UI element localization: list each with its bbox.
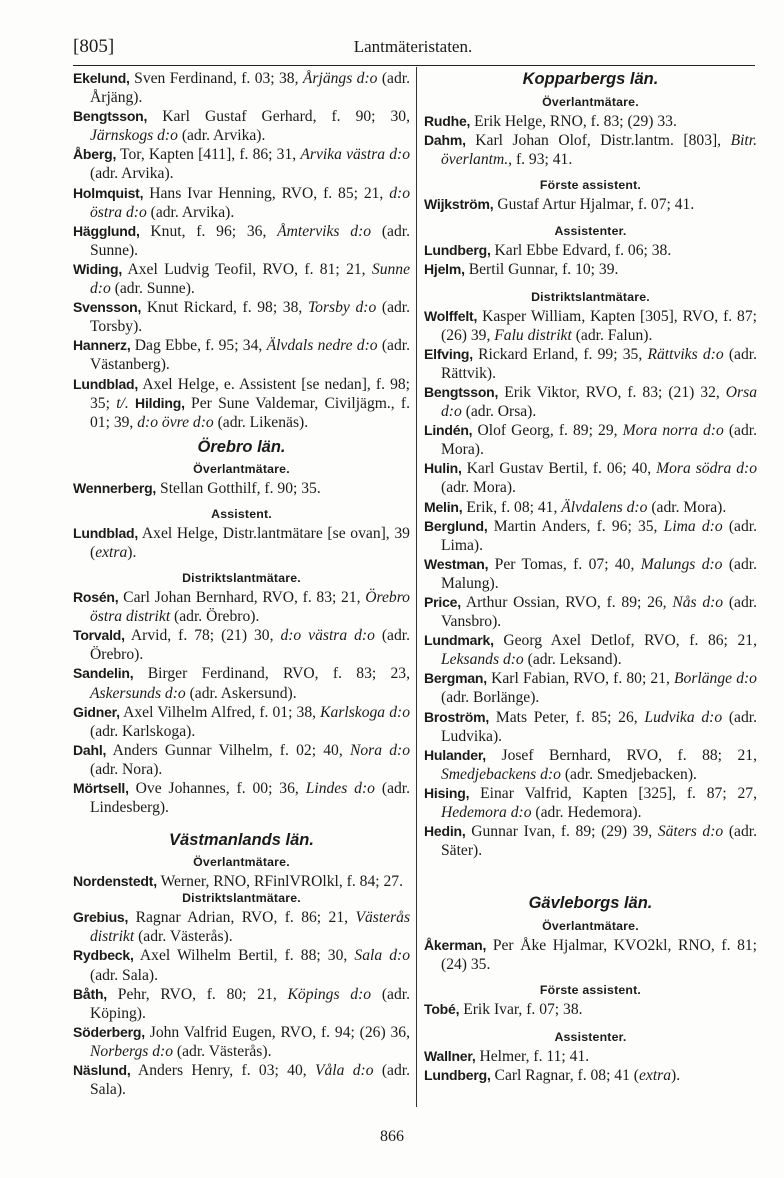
- surname: Torvald,: [73, 627, 125, 644]
- district-name: Lindes d:o: [305, 780, 375, 797]
- lan-heading-orebro: Örebro län.: [197, 437, 286, 456]
- kopparberg-forste-list: [424, 195, 757, 214]
- entry-details: Ragnar Adrian, RVO, f. 86; 21,: [135, 909, 356, 927]
- directory-entry: [424, 345, 757, 383]
- surname: Gidner,: [73, 703, 120, 720]
- entry-details: (adr. Ludvika).: [441, 708, 757, 745]
- category-forste-assistent: Förste assistent.: [539, 178, 642, 193]
- directory-entry: [424, 517, 757, 555]
- directory-entry: [424, 555, 757, 593]
- district-name: Smedjebackens d:o: [441, 765, 561, 783]
- surname: Tobé,: [424, 1001, 460, 1018]
- entry-details: (adr. Vansbro).: [441, 593, 757, 631]
- entry-details: Ove Johannes, f. 00; 36,: [135, 780, 306, 797]
- entry-details: (adr. Nora).: [90, 760, 163, 778]
- directory-entry: [73, 1061, 410, 1099]
- entry-details: (adr. Likenäs).: [213, 413, 309, 431]
- surname: Price,: [424, 593, 461, 610]
- district-name: d:o övre d:o: [137, 413, 214, 431]
- surname: Svensson,: [73, 299, 142, 316]
- directory-entry: [73, 479, 410, 498]
- directory-entry: [73, 1023, 410, 1061]
- gavleborg-forste-list: [424, 1000, 757, 1019]
- surname: Hulin,: [424, 460, 462, 477]
- district-name: Borlänge d:o: [674, 670, 757, 688]
- surname: Berglund,: [424, 517, 488, 534]
- surname: Lundberg,: [424, 242, 491, 259]
- surname: Åberg,: [73, 146, 117, 163]
- district-name: Norbergs d:o: [90, 1042, 174, 1060]
- surname: Åkerman,: [424, 937, 487, 954]
- category-overlantmatare: Överlantmätare.: [542, 919, 639, 934]
- surname: Hedin,: [424, 823, 466, 840]
- entry-details: Arvid, f. 78; (21) 30,: [130, 627, 281, 645]
- surname: Lindén,: [424, 422, 473, 439]
- entry-details: Hans Ivar Henning, RVO, f. 85; 21,: [149, 184, 390, 202]
- entry-details: Josef Bernhard, RVO, f. 88; 21,: [501, 746, 757, 764]
- entry-details: (adr. Köping).: [90, 985, 410, 1022]
- vastmanland-overlantmatare-list: [73, 872, 410, 891]
- entry-details: (adr. Säter).: [441, 823, 757, 860]
- entry-details: Martin Anders, f. 96; 35,: [493, 517, 664, 535]
- entry-details: Erik Ivar, f. 07; 38.: [463, 1001, 583, 1019]
- directory-entry: [424, 1047, 757, 1066]
- entry-details: (adr. Arvika).: [177, 127, 266, 145]
- surname: Grebius,: [73, 909, 129, 926]
- surname: Lundblad,: [73, 524, 139, 541]
- surname: Dahm,: [424, 132, 466, 149]
- directory-entry: [73, 664, 410, 702]
- entry-details: (adr. Torsby).: [90, 299, 411, 336]
- directory-entry: [73, 107, 410, 145]
- entry-details: (adr. Västerås).: [173, 1042, 272, 1060]
- directory-entry: [424, 669, 757, 707]
- entry-details: Stellan Gotthilf, f. 90; 35.: [160, 479, 321, 497]
- lan-heading-kopparberg: Kopparbergs län.: [522, 70, 659, 88]
- entry-details: Axel Helge, e. Assistent [se nedan], f. 98; 35;: [90, 375, 410, 412]
- directory-entry: [73, 222, 410, 260]
- entry-details: Kasper William, Kapten [305], RVO, f. 87; (26) 39,: [441, 307, 757, 344]
- varmland-entries: [73, 69, 410, 432]
- entry-details: Georg Axel Detlof, RVO, f. 86; 21,: [503, 632, 757, 650]
- surname: Wennerberg,: [73, 479, 157, 496]
- entry-details: Erik Helge, RNO, f. 83; (29) 33.: [474, 113, 677, 130]
- surname: Lundberg,: [424, 1066, 491, 1083]
- directory-entry: [424, 708, 757, 746]
- surname: Båth,: [73, 985, 108, 1002]
- entry-details: (adr. Borlänge).: [441, 689, 540, 707]
- page-reference: [805]: [73, 36, 115, 57]
- surname: Bergman,: [424, 670, 487, 687]
- directory-entry: [424, 1066, 757, 1085]
- entry-details: ).: [127, 543, 137, 561]
- surname: Widing,: [73, 260, 123, 277]
- district-name: Torsby d:o: [307, 299, 377, 317]
- entry-details: (adr. Falun).: [571, 326, 653, 344]
- entry-details: Karl Fabian, RVO, f. 80; 21,: [491, 670, 675, 688]
- district-name: Nås d:o: [672, 593, 724, 611]
- entry-details: (adr. Karlskoga).: [90, 722, 196, 740]
- page-header: [73, 34, 753, 64]
- surname: Bengtsson,: [73, 108, 148, 125]
- district-name: Falu distrikt: [494, 326, 572, 344]
- entry-details: (adr. Årjäng).: [90, 70, 410, 107]
- entry-details: Birger Ferdinand, RVO, f. 83; 23,: [147, 665, 410, 683]
- surname: Söderberg,: [73, 1023, 145, 1040]
- entry-details: Arthur Ossian, RVO, f. 89; 26,: [465, 593, 673, 611]
- surname: Bengtsson,: [424, 383, 499, 400]
- entry-details: (adr. Smedjebacken).: [560, 765, 697, 783]
- directory-entry: [424, 746, 757, 784]
- entry-details: Karl Johan Olof, Distr.lantm. [803],: [475, 132, 731, 150]
- entry-details: Knut, f. 96; 36,: [150, 222, 278, 240]
- surname: Westman,: [424, 555, 489, 572]
- directory-entry: [73, 298, 410, 336]
- entry-details: (adr. Sala).: [90, 966, 158, 984]
- category-assistent: Assistent.: [211, 506, 272, 521]
- category-distriktslantmatare: Distriktslantmätare.: [182, 571, 301, 586]
- district-name: Säters d:o: [657, 823, 724, 841]
- surname: Elfving,: [424, 345, 473, 362]
- entry-details: Erik, f. 08; 41,: [466, 498, 562, 516]
- directory-entry: [424, 112, 757, 131]
- entry-details: (adr. Orsa).: [461, 403, 537, 421]
- surname: Rydbeck,: [73, 947, 134, 964]
- left-column: [73, 69, 410, 1099]
- entry-details: , f. 93; 41.: [508, 151, 573, 169]
- entry-details: Dag Ebbe, f. 95; 34,: [134, 337, 267, 355]
- entry-details: Tor, Kapten [411], f. 86; 31,: [120, 146, 301, 164]
- district-name: Ludvika d:o: [644, 708, 723, 726]
- directory-entry: [424, 498, 757, 517]
- directory-entry: [73, 741, 410, 779]
- surname: Sandelin,: [73, 665, 134, 682]
- district-name: Älvdals nedre d:o: [266, 337, 378, 355]
- entry-details: Gunnar Ivan, f. 89; (29) 39,: [471, 823, 658, 841]
- header-rule: [73, 65, 755, 66]
- district-name: Rättviks d:o: [647, 345, 724, 363]
- directory-entry: [424, 307, 757, 345]
- gavleborg-assistenter-list: [424, 1047, 757, 1085]
- entry-details: Rickard Erland, f. 99; 35,: [478, 345, 648, 363]
- entry-details: Carl Johan Bernhard, RVO, f. 83; 21,: [123, 589, 366, 607]
- district-name: Mora södra d:o: [656, 460, 758, 478]
- entry-details: (adr. Sunne).: [110, 280, 195, 298]
- directory-entry: [73, 184, 410, 222]
- entry-details: (adr. Askersund).: [185, 684, 297, 702]
- lan-heading-gavleborg: Gävleborgs län.: [528, 894, 653, 913]
- surname: Hising,: [424, 784, 470, 801]
- surname: Nordenstedt,: [73, 873, 157, 890]
- entry-details: Axel Vilhelm Alfred, f. 01; 38,: [123, 703, 321, 721]
- surname: Wijkström,: [424, 196, 494, 213]
- entry-details: Erik Viktor, RVO, f. 83; (21) 32,: [504, 383, 726, 401]
- page-number: 866: [380, 1128, 404, 1145]
- entry-details: (adr. Arvika).: [146, 203, 235, 221]
- entry-details: (adr. Lima).: [441, 517, 757, 554]
- entry-details: Pehr, RVO, f. 80; 21,: [117, 985, 288, 1003]
- surname: Broström,: [424, 708, 490, 725]
- entry-details: (adr. Lindesberg).: [90, 780, 411, 817]
- gavleborg-overlantmatare-list: [424, 936, 757, 974]
- district-name: Älvdalens d:o: [561, 498, 648, 516]
- surname: Hulander,: [424, 746, 486, 763]
- directory-entry: [73, 145, 410, 183]
- orebro-overlantmatare-list: [73, 479, 410, 498]
- entry-details: John Valfrid Eugen, RVO, f. 94; (26) 36,: [149, 1023, 410, 1041]
- district-name: Örebro östra distrikt: [90, 589, 410, 626]
- district-name: Sala d:o: [354, 947, 410, 965]
- entry-details: Anders Gunnar Vilhelm, f. 02; 40,: [112, 741, 350, 759]
- district-name: Bitr. överlantm.: [441, 132, 757, 169]
- entry-details: (adr. Rättvik).: [441, 345, 757, 382]
- entry-details: (adr. Malung).: [441, 555, 757, 592]
- district-name: Nora d:o: [349, 741, 410, 759]
- surname: Wallner,: [424, 1047, 476, 1064]
- directory-entry: [73, 626, 410, 664]
- district-name: d:o östra d:o: [90, 184, 411, 221]
- entry-details: (adr. Hedemora).: [531, 804, 642, 821]
- directory-entry: [73, 908, 410, 946]
- district-name: Arvika västra d:o: [300, 146, 411, 164]
- category-overlantmatare: Överlantmätare.: [193, 855, 290, 870]
- surname: Ekelund,: [73, 70, 130, 86]
- entry-details: Knut Rickard, f. 98; 38,: [146, 299, 308, 317]
- running-title: Lantmäteristaten.: [353, 37, 473, 56]
- entry-details: Helmer, f. 11; 41.: [479, 1047, 590, 1065]
- directory-entry: [424, 631, 757, 669]
- entry-details: Per Sune Valdemar, Civiljägm., f. 01; 39,: [90, 394, 411, 431]
- entry-details: Anders Henry, f. 03; 40,: [138, 1062, 315, 1080]
- district-name: d:o västra d:o: [280, 627, 375, 645]
- entry-details: (adr. Örebro).: [90, 627, 410, 664]
- district-name: Karlskoga d:o: [320, 703, 410, 721]
- district-name: Lima d:o: [663, 517, 723, 535]
- category-forste-assistent: Förste assistent.: [539, 983, 642, 998]
- entry-details: Per Tomas, f. 07; 40,: [494, 555, 641, 573]
- directory-entry: [424, 260, 757, 279]
- district-name: Mora norra d:o: [622, 422, 724, 440]
- kopparberg-assistenter-list: [424, 241, 757, 279]
- surname: Dahl,: [73, 741, 107, 758]
- directory-entry: [424, 936, 757, 974]
- entry-details: Olof Georg, f. 89; 29,: [477, 422, 623, 440]
- directory-entry: [73, 336, 410, 374]
- directory-entry: [424, 383, 757, 421]
- district-name: Leksands d:o: [441, 651, 524, 669]
- directory-entry: [424, 1000, 757, 1019]
- directory-entry: [73, 703, 410, 741]
- district-name: Askersunds d:o: [90, 684, 186, 702]
- surname: Hjelm,: [424, 261, 465, 278]
- directory-entry: [424, 459, 757, 497]
- district-name: Järnskogs d:o: [90, 127, 178, 145]
- district-name: Hedemora d:o: [441, 804, 532, 821]
- category-distriktslantmatare: Distriktslantmätare.: [531, 289, 650, 304]
- entry-details: Axel Helge, Distr.lantmätare [se ovan], 39 (: [90, 524, 410, 561]
- entry-details: Mats Peter, f. 85; 26,: [495, 708, 645, 726]
- surname: Lundblad,: [73, 375, 139, 392]
- directory-entry: [73, 375, 410, 432]
- district-name: Köpings d:o: [287, 985, 372, 1003]
- directory-entry: [424, 195, 757, 214]
- surname: Rosén,: [73, 589, 119, 606]
- directory-entry: [73, 69, 410, 107]
- directory-entry: [73, 872, 410, 891]
- entry-details: Gustaf Artur Hjalmar, f. 07; 41.: [497, 196, 695, 214]
- category-overlantmatare: Överlantmätare.: [193, 461, 290, 476]
- surname: Näslund,: [73, 1062, 131, 1079]
- vastmanland-distrikt-list: [73, 908, 410, 1099]
- surname: Rudhe,: [424, 113, 471, 129]
- entry-details: (adr. Sala).: [90, 1062, 411, 1099]
- entry-details: Axel Wilhelm Bertil, f. 88; 30,: [139, 947, 355, 965]
- category-assistenter: Assistenter.: [554, 1029, 627, 1044]
- entry-details: ).: [671, 1066, 681, 1084]
- entry-details: Carl Ragnar, f. 08; 41 (: [494, 1066, 639, 1084]
- entry-details: (adr. Mora).: [647, 498, 727, 516]
- surname: Holmquist,: [73, 184, 144, 201]
- entry-details: (adr. Mora).: [441, 479, 516, 497]
- entry-details: (adr. Mora).: [441, 422, 757, 459]
- entry-details: Bertil Gunnar, f. 10; 39.: [468, 261, 619, 279]
- entry-details: Sven Ferdinand, f. 03; 38,: [134, 70, 303, 87]
- column-divider: [416, 67, 417, 1107]
- directory-entry: [73, 588, 410, 626]
- entry-details: Karl Gustav Bertil, f. 06; 40,: [466, 460, 657, 478]
- district-name: extra: [95, 543, 128, 561]
- entry-details: (adr. Västanberg).: [90, 337, 410, 374]
- surname: Melin,: [424, 498, 463, 515]
- entry-details: (adr. Leksand).: [523, 651, 622, 669]
- directory-entry: [73, 260, 410, 298]
- district-name: Orsa d:o: [441, 383, 757, 421]
- entry-details: (adr. Arvika).: [90, 165, 174, 183]
- directory-entry: [73, 985, 410, 1023]
- directory-entry: [424, 822, 757, 860]
- entry-details: Karl Ebbe Edvard, f. 06; 38.: [494, 242, 672, 260]
- kopparberg-distrikt-list: [424, 307, 757, 861]
- directory-entry: [73, 779, 410, 817]
- directory-entry: [424, 131, 757, 169]
- directory-entry: [73, 524, 410, 562]
- surname: Wolffelt,: [424, 307, 478, 324]
- district-name: Årjängs d:o: [302, 70, 378, 87]
- district-name: Malungs d:o: [640, 555, 723, 573]
- entry-details: (adr. Västerås).: [134, 928, 233, 946]
- orebro-assistent-list: [73, 524, 410, 562]
- entry-details: Per Åke Hjalmar, KVO2kl, RNO, f. 81; (24) 35.: [441, 937, 757, 974]
- district-name: Västerås distrikt: [90, 909, 411, 946]
- district-name: Våla d:o: [314, 1062, 374, 1080]
- surname: Hilding,: [135, 394, 185, 411]
- right-column: [424, 69, 757, 1085]
- entry-details: Werner, RNO, RFinlVROlkl, f. 84; 27.: [160, 873, 403, 891]
- entry-details: Axel Ludvig Teofil, RVO, f. 81; 21,: [127, 260, 372, 278]
- orebro-distrikt-list: [73, 588, 410, 817]
- directory-entry: [73, 946, 410, 984]
- category-overlantmatare: Överlantmätare.: [542, 95, 639, 109]
- lan-heading-vastmanland: Västmanlands län.: [169, 831, 314, 850]
- surname: Mörtsell,: [73, 780, 129, 796]
- entry-details: Karl Gustaf Gerhard, f. 90; 30,: [162, 108, 410, 126]
- district-name: t/.: [116, 394, 129, 412]
- entry-details: Einar Valfrid, Kapten [325], f. 87; 27,: [480, 784, 758, 802]
- surname: Hägglund,: [73, 222, 140, 239]
- surname: Lundmark,: [424, 632, 494, 649]
- directory-entry: [424, 421, 757, 459]
- directory-entry: [424, 593, 757, 631]
- entry-details: (adr. Sunne).: [90, 222, 410, 259]
- surname: Hannerz,: [73, 337, 131, 354]
- directory-entry: [424, 241, 757, 260]
- directory-entry: [424, 784, 757, 822]
- category-assistenter: Assistenter.: [554, 224, 627, 239]
- district-name: Åmterviks d:o: [277, 222, 372, 240]
- district-name: Sunne d:o: [90, 260, 411, 298]
- district-name: extra: [639, 1066, 672, 1084]
- entry-details: (adr. Örebro).: [170, 608, 260, 626]
- kopparberg-overlantmatare-list: [424, 112, 757, 169]
- category-distriktslantmatare: Distriktslantmätare.: [182, 891, 301, 906]
